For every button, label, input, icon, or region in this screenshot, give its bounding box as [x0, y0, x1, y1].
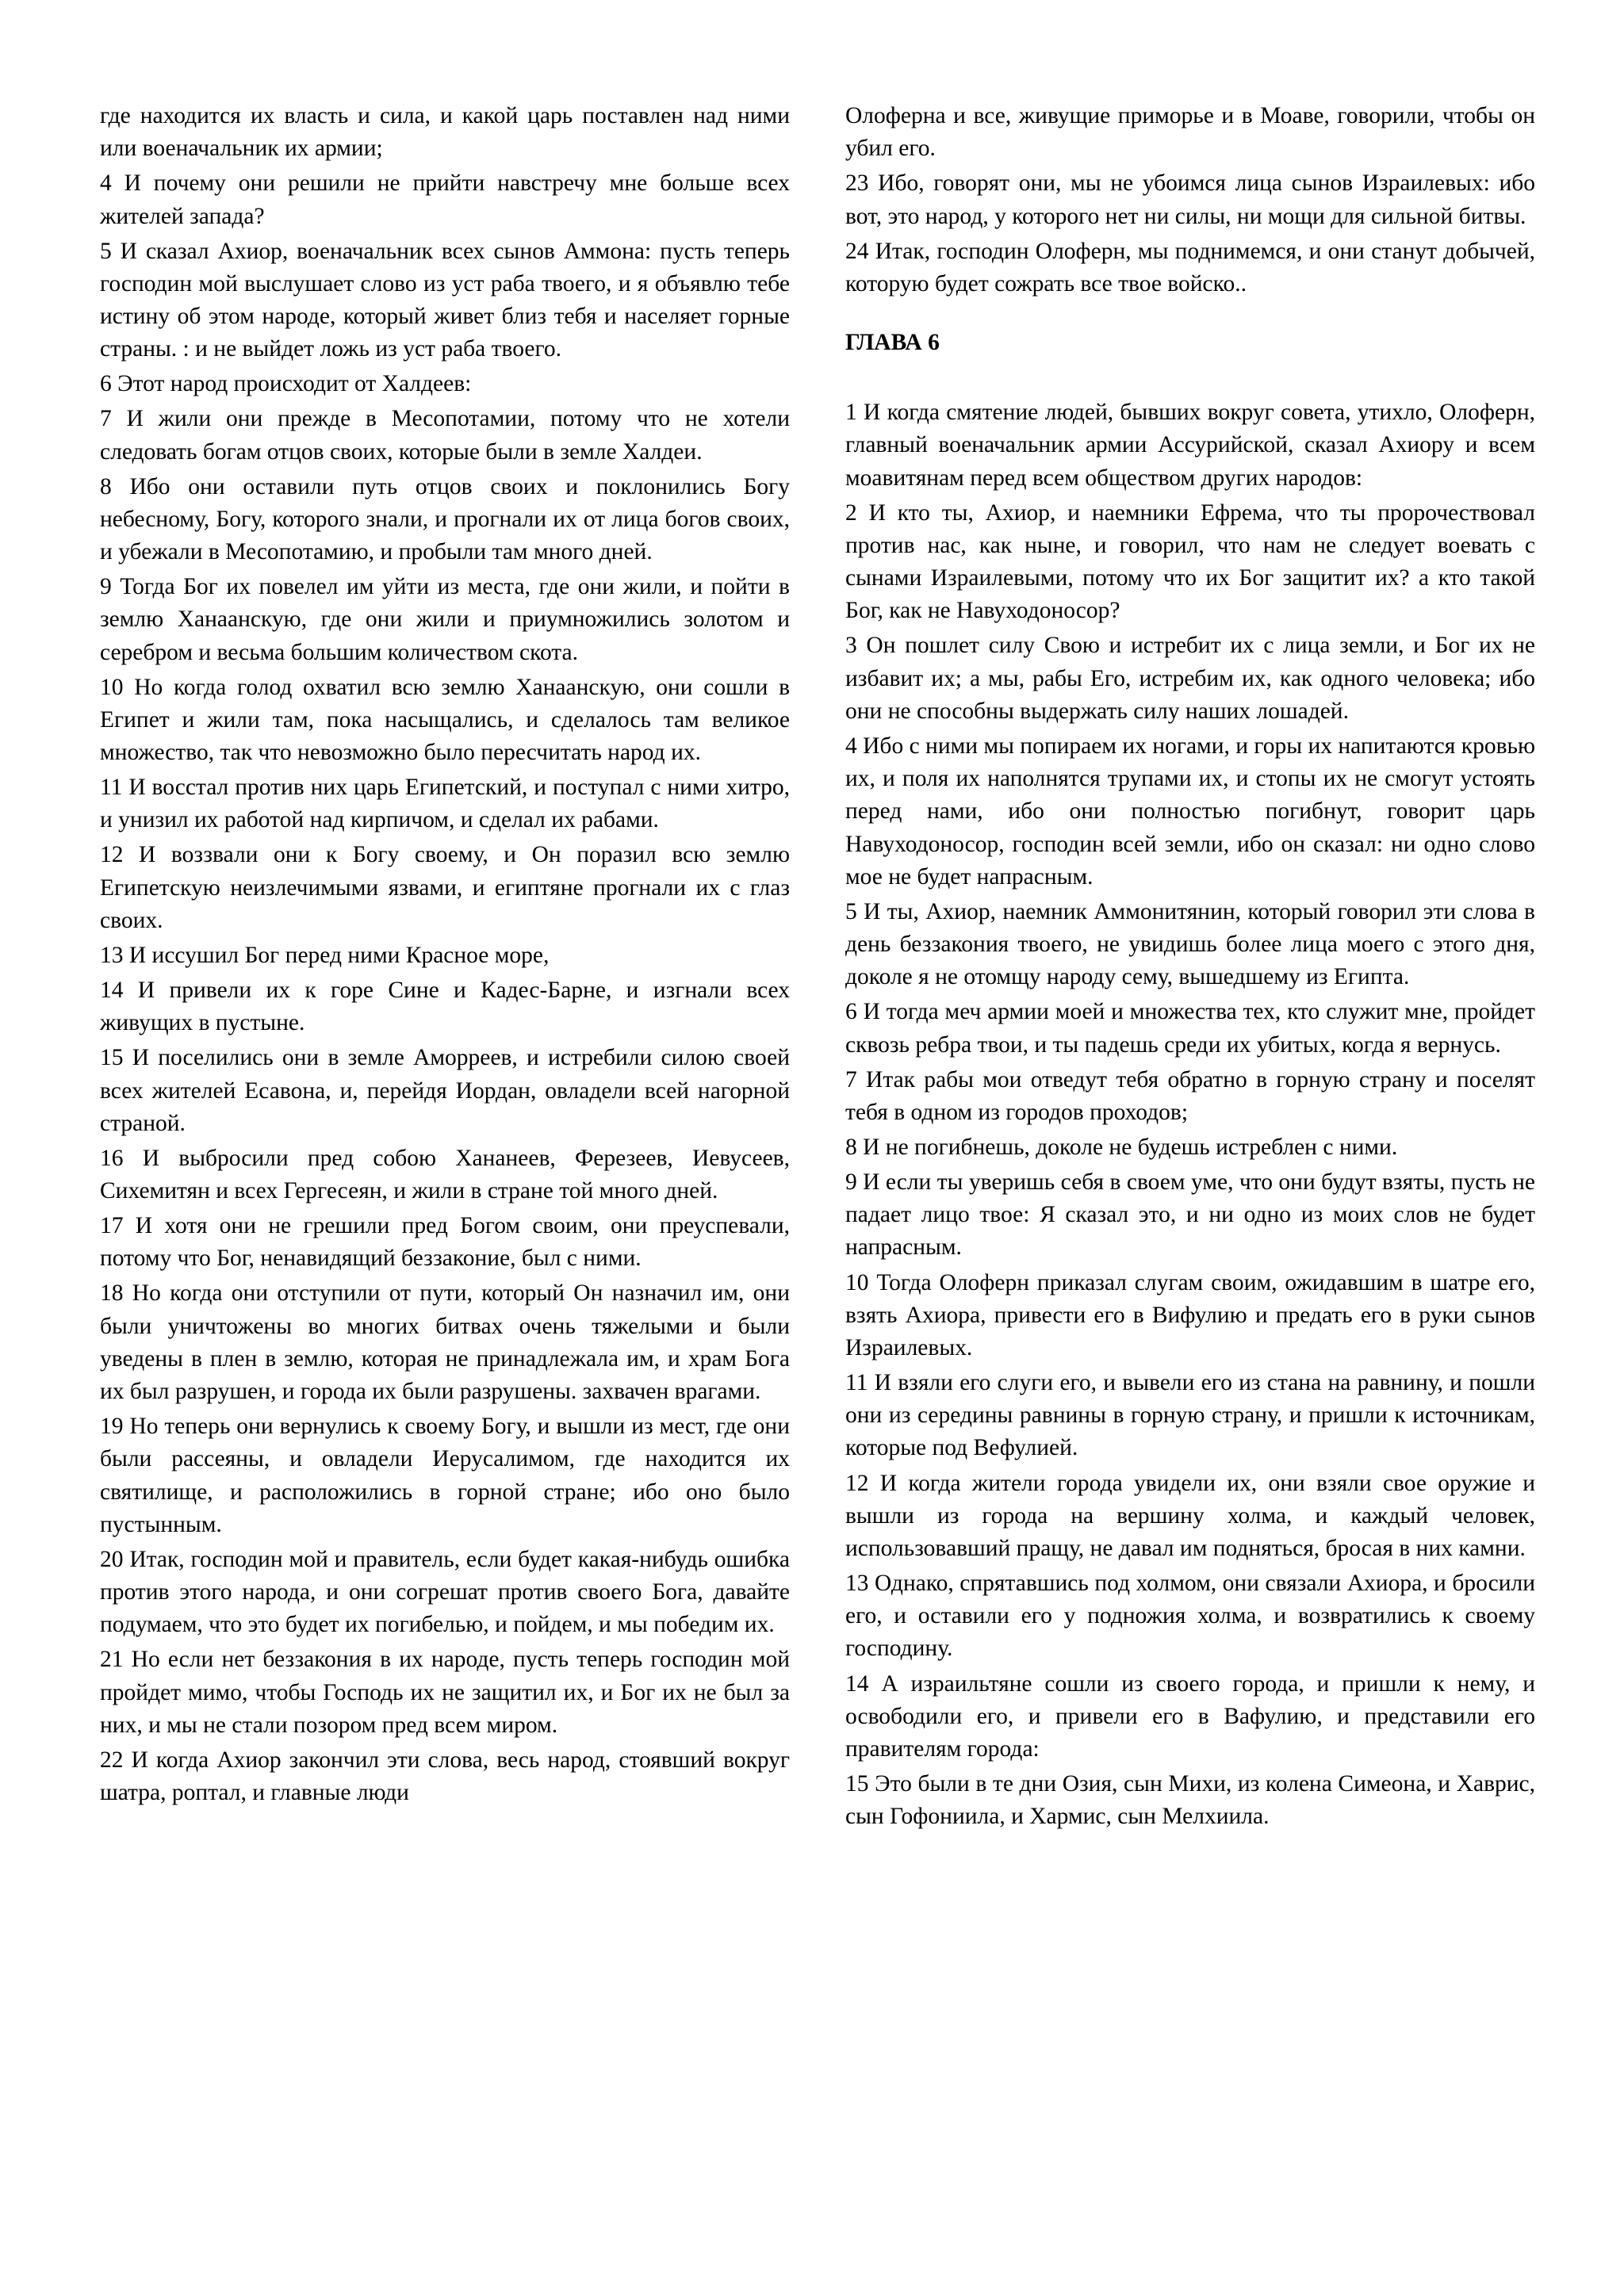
- verse-paragraph: Олоферна и все, живущие приморье и в Моаве, говорили, чтобы он убил его.: [845, 103, 1535, 162]
- verse-paragraph: 12 И воззвали они к Богу своему, и Он поразил всю землю Египетскую неизлечимыми язвами, и египтяне прогнали их с глаз своих.: [100, 842, 790, 933]
- verse-paragraph: 21 Но если нет беззакония в их народе, пусть теперь господин мой пройдет мимо, чтобы Господь их не защитил их, и Бог их не был за них, и мы не стали позором пред всем миром.: [100, 1647, 790, 1738]
- verse-paragraph: 19 Но теперь они вернулись к своему Богу, и вышли из мест, где они были рассеяны, и овладели Иерусалимом, где находится их святилище, и расположились в горной стране; ибо оно было пустынным.: [100, 1414, 790, 1537]
- chapter-heading: ГЛАВА 6: [845, 330, 940, 355]
- verse-paragraph: 6 И тогда меч армии моей и множества тех, кто служит мне, пройдет сквозь ребра твои, и ты падешь среди их убитых, когда я вернусь.: [845, 999, 1535, 1058]
- verse-paragraph: 10 Тогда Олоферн приказал слугам своим, ожидавшим в шатре его, взять Ахиора, привести его в Вифулию и предать его в руки сынов Израилевых.: [845, 1269, 1535, 1360]
- verse-paragraph: 13 Однако, спрятавшись под холмом, они связали Ахиора, и бросили его, и оставили его у подножия холма, и возвратились к своему господину.: [845, 1571, 1535, 1662]
- verse-paragraph: 13 И иссушил Бог перед ними Красное море,: [100, 942, 550, 968]
- verse-paragraph: 16 И выбросили пред собою Хананеев, Ферезеев, Иевусеев, Сихемитян и всех Гергесеян, и жили в стране той много дней.: [100, 1145, 790, 1204]
- verse-paragraph: 24 Итак, господин Олоферн, мы поднимемся, и они станут добычей, которую будет сожрать все твое войско..: [845, 238, 1535, 297]
- verse-paragraph: 9 Тогда Бог их повелел им уйти из места, где они жили, и пойти в землю Ханаанскую, где они жили и приумножились золотом и серебром и весьма большим количеством скота.: [100, 574, 790, 665]
- verse-paragraph: 1 И когда смятение людей, бывших вокруг совета, утихло, Олоферн, главный военачальник армии Ассурийской, сказал Ахиору и всем моавитянам перед всем обществом других народов:: [845, 400, 1535, 491]
- verse-paragraph: 20 Итак, господин мой и правитель, если будет какая-нибудь ошибка против этого народа, и они согрешат против своего Бога, давайте подумаем, что это будет их погибелью, и пойдем, и мы победим их.: [100, 1546, 790, 1638]
- verse-paragraph: 14 И привели их к горе Сине и Кадес-Барне, и изгнали всех живущих в пустыне.: [100, 978, 790, 1036]
- verse-paragraph: 9 И если ты уверишь себя в своем уме, что они будут взяты, пусть не падает лицо твое: Я сказал это, и ни одно из моих слов не будет напрасным.: [845, 1169, 1535, 1261]
- verse-paragraph: 15 И поселились они в земле Аморреев, и истребили силою своей всех жителей Есавона, и, перейдя Иордан, овладели всей нагорной страной.: [100, 1045, 790, 1136]
- verse-paragraph: 2 И кто ты, Ахиор, и наемники Ефрема, что ты пророчествовал против нас, как ныне, и говорил, что нам не следует воевать с сынами Израилевыми, потому что их Бог защитит их? а кто такой Бог, как не Навуходоносор?: [845, 499, 1535, 624]
- verse-paragraph: 3 Он пошлет силу Свою и истребит их с лица земли, и Бог их не избавит их; а мы, рабы Его, истребим их, как одного человека; ибо они не способны выдержать силу наших лошадей.: [845, 633, 1535, 724]
- verse-paragraph: 15 Это были в те дни Озия, сын Михи, из колена Симеона, и Хаврис, сын Гофониила, и Хармис, сын Мелхиила.: [845, 1771, 1535, 1830]
- verse-paragraph: 17 И хотя они не грешили пред Богом своим, они преуспевали, потому что Бог, ненавидящий беззаконие, был с ними.: [100, 1213, 790, 1272]
- verse-paragraph: где находится их власть и сила, и какой царь поставлен над ними или военачальник их армии;: [100, 103, 790, 162]
- left-text-column: [100, 100, 790, 1812]
- verse-paragraph: 18 Но когда они отступили от пути, который Он назначил им, они были уничтожены во многих битвах очень тяжелыми и были уведены в плен в землю, которая не принадлежала им, и храм Бога их был разрушен, и города их были разрушены. захвачен врагами.: [100, 1280, 790, 1405]
- right-text-column: [845, 100, 1535, 1835]
- verse-paragraph: 14 А израильтяне сошли из своего города, и пришли к нему, и освободили его, и привели его в Вафулию, и представили его правителям города:: [845, 1670, 1535, 1762]
- verse-paragraph: 7 И жили они прежде в Месопотамии, потому что не хотели следовать богам отцов своих, которые были в земле Халдеи.: [100, 406, 790, 465]
- verse-paragraph: 23 Ибо, говорят они, мы не убоимся лица сынов Израилевых: ибо вот, это народ, у которого нет ни силы, ни мощи для сильной битвы.: [845, 170, 1535, 229]
- verse-paragraph: 7 Итак рабы мои отведут тебя обратно в горную страну и поселят тебя в одном из городов проходов;: [845, 1066, 1535, 1125]
- verse-paragraph: 22 И когда Ахиор закончил эти слова, весь народ, стоявший вокруг шатра, роптал, и главные люди: [100, 1747, 790, 1806]
- verse-paragraph: 6 Этот народ происходит от Халдеев:: [100, 371, 472, 397]
- verse-paragraph: 11 И восстал против них царь Египетский, и поступал с ними хитро, и унизил их работой над кирпичом, и сделал их рабами.: [100, 775, 790, 833]
- verse-paragraph: 8 И не погибнешь, доколе не будешь истреблен с ними.: [845, 1134, 1398, 1160]
- verse-paragraph: 11 И взяли его слуги его, и вывели его из стана на равнину, и пошли они из середины равнины в горную страну, и пришли к источникам, которые под Вефулией.: [845, 1370, 1535, 1461]
- verse-paragraph: 5 И ты, Ахиор, наемник Аммонитянин, который говорил эти слова в день беззакония твоего, не увидишь более лица моего с этого дня, доколе я не отомщу народу сему, вышедшему из Египта.: [845, 898, 1535, 990]
- verse-paragraph: 4 И почему они решили не прийти навстречу мне больше всех жителей запада?: [100, 170, 790, 229]
- verse-paragraph: 4 Ибо с ними мы попираем их ногами, и горы их напитаются кровью их, и поля их наполнятся трупами их, и стопы их не смогут устоять перед нами, ибо они полностью погибнут, говорит царь Навуходоносор, господин всей земли, ибо он сказал: ни одно слово мое не будет напрасным.: [845, 733, 1535, 890]
- verse-paragraph: 5 И сказал Ахиор, военачальник всех сынов Аммона: пусть теперь господин мой выслушает слово из уст раба твоего, и я объявлю тебе истину об этом народе, который живет близ тебя и населяет горные страны. : и не выйдет ложь из уст раба твоего.: [100, 238, 790, 362]
- verse-paragraph: 12 И когда жители города увидели их, они взяли свое оружие и вышли из города на вершину холма, и каждый человек, использовавший пращу, не давал им подняться, бросая в них камни.: [845, 1470, 1535, 1561]
- verse-paragraph: 8 Ибо они оставили путь отцов своих и поклонились Богу небесному, Богу, которого знали, и прогнали их от лица богов своих, и убежали в Месопотамию, и пробыли там много дней.: [100, 473, 790, 565]
- verse-paragraph: 10 Но когда голод охватил всю землю Ханаанскую, они сошли в Египет и жили там, пока насыщались, и сделалось там великое множество, так что невозможно было пересчитать народ их.: [100, 674, 790, 766]
